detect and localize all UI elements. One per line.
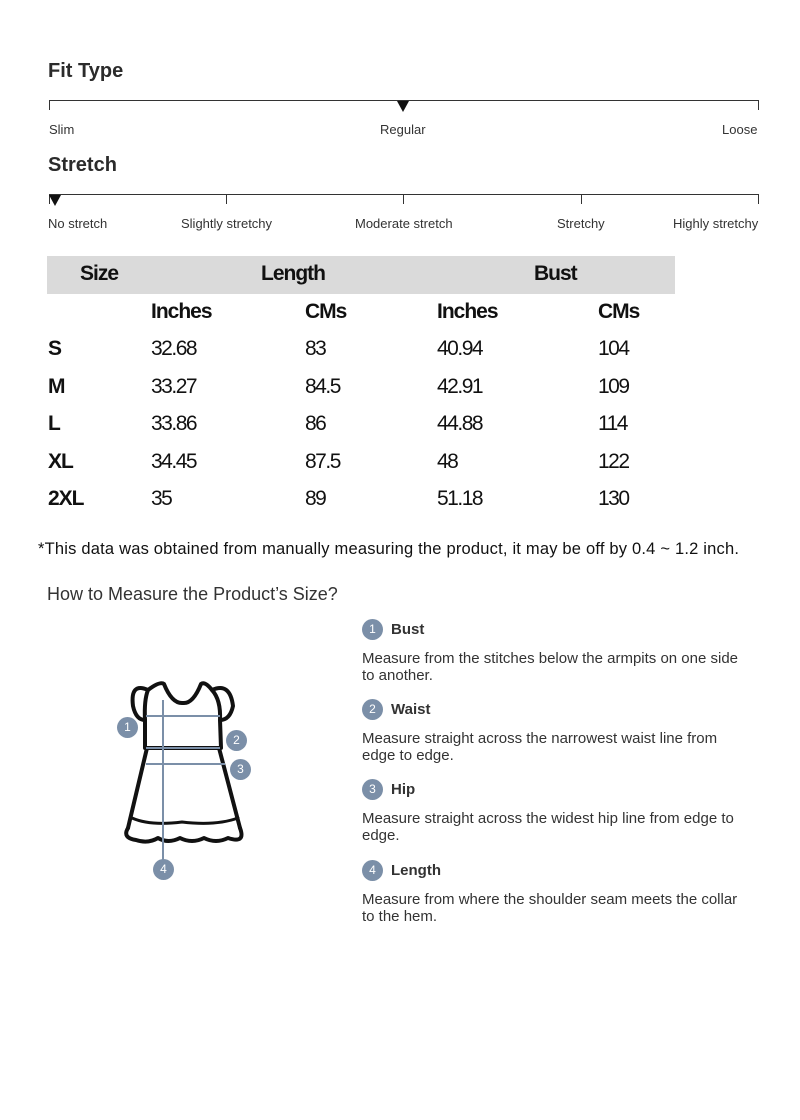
size-cell: XL [48, 450, 73, 473]
measure-description: Measure from where the shoulder seam meets the collar to the hem. [362, 891, 738, 925]
bust-cms-cell: 122 [598, 450, 629, 473]
length-inches-cell: 35 [151, 487, 172, 510]
header-bust: Bust [534, 262, 577, 285]
measure-description: Measure from the stitches below the armpits on one side to another. [362, 650, 739, 684]
fit-type-title: Fit Type [48, 60, 124, 82]
measure-title: Waist [391, 701, 431, 718]
subheader-bust-cms: CMs [598, 300, 640, 323]
diagram-marker-4: 4 [153, 859, 174, 880]
length-inches-cell: 33.27 [151, 375, 197, 398]
subheader-length-inches: Inches [151, 300, 212, 323]
fit-label-regular: Regular [380, 122, 426, 137]
stretch-title: Stretch [48, 154, 117, 176]
fit-label-loose: Loose [722, 122, 758, 137]
stretch-label-highly: Highly stretchy [673, 216, 759, 231]
measure-description: Measure straight across the narrowest waist line from edge to edge. [362, 730, 718, 764]
measure-title: Hip [391, 781, 416, 798]
fit-type-marker [397, 101, 409, 112]
bust-cms-cell: 114 [598, 412, 627, 435]
subheader-bust-inches: Inches [437, 300, 498, 323]
number-badge: 4 [362, 860, 383, 881]
length-cms-cell: 86 [305, 412, 326, 435]
stretch-marker [49, 195, 61, 206]
how-to-measure-title: How to Measure the Product’s Size? [47, 584, 338, 604]
stretch-label-stretchy: Stretchy [557, 216, 605, 231]
bust-inches-cell: 51.18 [437, 487, 483, 510]
number-badge: 2 [362, 699, 383, 720]
measure-title: Length [391, 862, 441, 879]
length-inches-cell: 33.86 [151, 412, 197, 435]
bust-cms-cell: 104 [598, 337, 629, 360]
diagram-marker-1: 1 [117, 717, 138, 738]
stretch-label-none: No stretch [48, 216, 108, 231]
diagram-marker-2: 2 [226, 730, 247, 751]
header-length: Length [261, 262, 325, 285]
length-cms-cell: 87.5 [305, 450, 340, 473]
number-badge: 1 [362, 619, 383, 640]
diagram-marker-3: 3 [230, 759, 251, 780]
size-cell: S [48, 337, 62, 360]
bust-cms-cell: 109 [598, 375, 629, 398]
bust-inches-cell: 44.88 [437, 412, 483, 435]
bust-inches-cell: 42.91 [437, 375, 483, 398]
header-size: Size [80, 262, 119, 285]
bust-inches-cell: 40.94 [437, 337, 483, 360]
table-header-row [47, 256, 675, 294]
bust-cms-cell: 130 [598, 487, 629, 510]
stretch-label-slightly: Slightly stretchy [181, 216, 273, 231]
measure-description: Measure straight across the widest hip line from edge to edge. [362, 810, 734, 844]
length-inches-cell: 32.68 [151, 337, 197, 360]
size-cell: L [48, 412, 60, 435]
stretch-label-moderate: Moderate stretch [355, 216, 453, 231]
length-inches-cell: 34.45 [151, 450, 197, 473]
length-cms-cell: 89 [305, 487, 326, 510]
dress-measure-diagram [100, 672, 270, 887]
length-cms-cell: 83 [305, 337, 326, 360]
size-cell: 2XL [48, 487, 84, 510]
bust-inches-cell: 48 [437, 450, 458, 473]
subheader-length-cms: CMs [305, 300, 347, 323]
size-cell: M [48, 375, 65, 398]
number-badge: 3 [362, 779, 383, 800]
fit-label-slim: Slim [49, 122, 75, 137]
length-cms-cell: 84.5 [305, 375, 340, 398]
measurement-note: *This data was obtained from manually measuring the product, it may be off by 0.4 ~ 1.2 inch. [38, 540, 740, 558]
measure-title: Bust [391, 621, 425, 638]
